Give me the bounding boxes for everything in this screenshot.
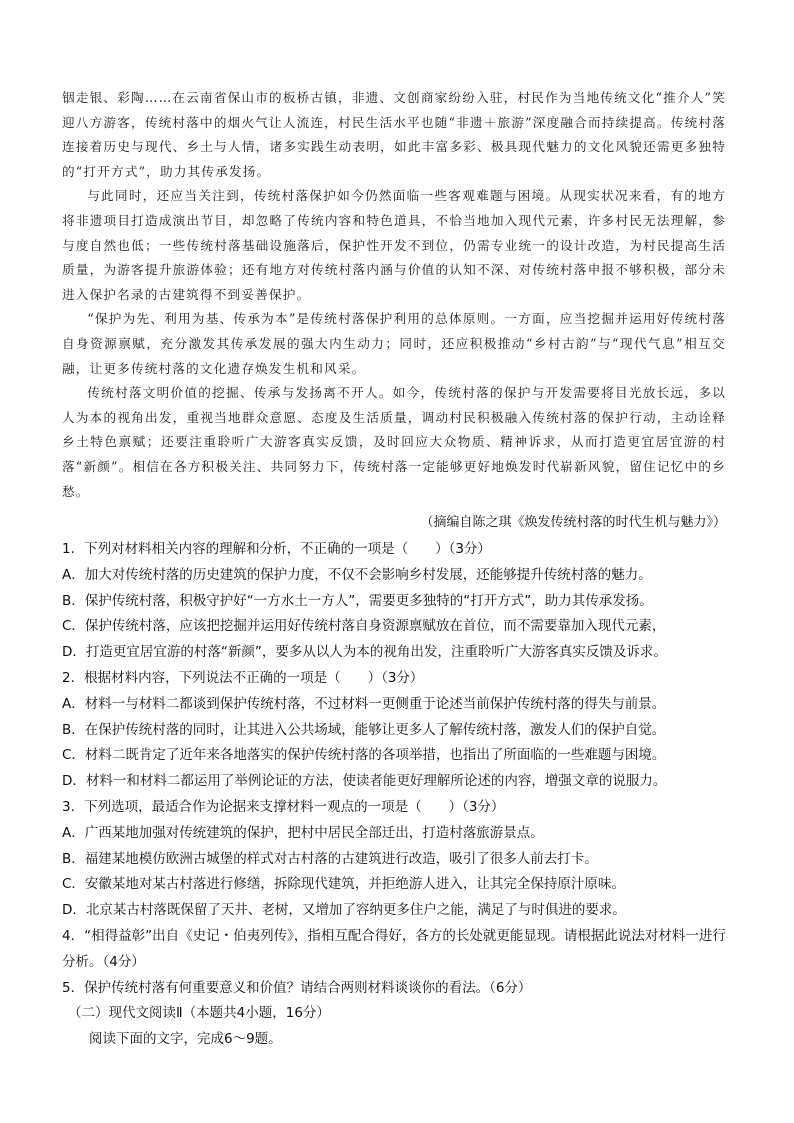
section-instruction: 阅读下面的文字，完成6～9题。 <box>89 1031 282 1048</box>
question-2-option-c: C．材料二既肯定了近年来各地落实的保护传统村落的各项举措，也指出了所面临的一些难题与困境。 <box>62 747 666 764</box>
reading-passage <box>62 86 726 504</box>
question-3-stem: 3．下列选项，最适合作为论据来支撑材料一观点的一项是（ ）（3分） <box>62 798 505 815</box>
question-3-option-b: B．福建某地模仿欧洲古城堡的样式对古村落的古建筑进行改造，吸引了很多人前去打卡。 <box>62 850 598 867</box>
passage-paragraph-1: 铟走银、彩陶……在云南省保山市的板桥古镇，非遗、文创商家纷纷入驻，村民作为当地传统文化“推介人”笑迎八方游客，传统村落中的烟火气让人流连，村民生活水平也随“非遗＋旅游”深度融合而持续提高。传统村落连接着历史与现代、乡土与人情，诸多实践生动表明，如此丰富多彩、极具现代魅力的文化风貌还需更多独特的“打开方式”，助力其传承发扬。 <box>62 90 726 179</box>
question-2-option-b: B．在保护传统村落的同时，让其进入公共场域，能够让更多人了解传统村落，激发人们的保护自觉。 <box>62 721 666 738</box>
question-2-option-d: D．材料一和材料二都运用了举例论证的方法，使读者能更好理解所论述的内容，增强文章的说服力。 <box>62 773 667 790</box>
passage-paragraph-2: 与此同时，还应当关注到，传统村落保护如今仍然面临一些客观难题与困境。从现实状况来看，有的地方将非遗项目打造成演出节目，却忽略了传统内容和特色道具，不恰当地加入现代元素，许多村民无法理解，参与度自然也低；一些传统村落基础设施落后，保护性开发不到位，仍需专业统一的设计改造，为村民提高生活质量，为游客提升旅游体验；还有地方对传统村落内涵与价值的认知不深、对传统村落申报不够积极，部分未进入保护名录的古建筑得不到妥善保护。 <box>62 188 726 302</box>
section-title: （二）现代文阅读Ⅱ（本题共4小题，16分） <box>68 1005 330 1022</box>
question-2-option-a: A．材料一与材料二都谈到保护传统村落，不过材料一更侧重于论述当前保护传统村落的得失与前景。 <box>62 695 666 712</box>
passage-paragraph-4: 传统村落文明价值的挖掘、传承与发扬离不开人。如今，传统村落的保护与开发需要将目光放长远，多以人为本的视角出发，重视当地群众意愿、态度及生活质量，调动村民积极融入传统村落的保护行动，主动诠释乡土特色禀赋；还要注重聆听广大游客真实反馈，及时回应大众物质、精神诉求，从而打造更宜居宜游的村落“新颜”。相信在各方积极关注、共同努力下，传统村落一定能够更好地焕发时代崭新风貌，留住记忆中的乡愁。 <box>62 385 726 499</box>
question-1-stem: 1．下列对材料相关内容的理解和分析，不正确的一项是（ ）（3分） <box>62 541 491 557</box>
question-3-option-a: A．广西某地加强对传统建筑的保护，把村中居民全部迁出，打造村落旅游景点。 <box>62 824 544 841</box>
question-4: 4．“相得益彰”出自《史记・伯夷列传》，指相互配合得好，各方的长处就更能显现。请根据此说法对材料一进行分析。（4分） <box>62 927 726 970</box>
question-3-option-d: D．北京某古村落既保留了天井、老树，又增加了容纳更多住户之能，满足了与时俱进的要求。 <box>62 902 626 919</box>
question-3-option-c: C．安徽某地对某古村落进行修缮，拆除现代建筑，并拒绝游人进入，让其完全保持原汁原味。 <box>62 876 625 893</box>
question-2-stem: 2．根据材料内容，下列说法不正确的一项是（ ）（3分） <box>62 669 424 686</box>
question-1-option-c: C．保护传统村落，应该把挖掘并运用好传统村落自身资源禀赋放在首位，而不需要靠加入现代元素， <box>62 618 666 635</box>
question-1-option-a: A．加大对传统村落的历史建筑的保护力度，不仅不会影响乡村发展，还能够提升传统村落的魅力。 <box>62 566 652 583</box>
question-5: 5．保护传统村落有何重要意义和价值？请结合两则材料谈谈你的看法。（6分） <box>62 979 532 996</box>
question-list <box>62 537 732 1053</box>
source-citation: （摘编自陈之琪《焕发传统村落的时代生机与魅力》） <box>420 515 726 530</box>
passage-paragraph-3: “保护为先、利用为基、传承为本”是传统村落保护利用的总体原则。一方面，应当挖掘并运用好传统村落自身资源禀赋，充分激发其传承发展的强大内生动力；同时，还应积极推动“乡村古韵”与“现代气息”相互交融，让更多传统村落的文化遗存焕发生机和风采。 <box>62 311 726 376</box>
question-1-option-b: B．保护传统村落，积极守护好“一方水土一方人”，需要更多独特的“打开方式”，助力其传承发扬。 <box>62 592 653 609</box>
question-1-option-d: D．打造更宜居宜游的村落“新颜”，要多从以人为本的视角出发，注重聆听广大游客真实反馈及诉求。 <box>62 644 667 661</box>
